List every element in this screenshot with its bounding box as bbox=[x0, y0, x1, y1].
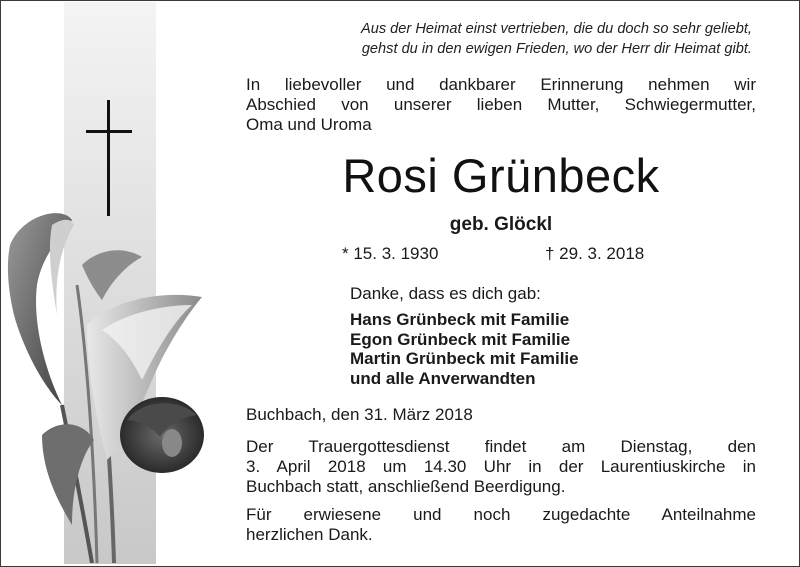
death-date: † 29. 3. 2018 bbox=[545, 244, 645, 263]
intro-line: In liebevoller und dankbarer Erinnerung nehmen wir bbox=[246, 75, 756, 94]
mourner-line: und alle Anverwandten bbox=[350, 368, 536, 388]
closing-line: herzlichen Dank. bbox=[246, 525, 373, 544]
birth-date: * 15. 3. 1930 bbox=[342, 244, 439, 263]
service-line: 3. April 2018 um 14.30 Uhr in der Laurentiuskirche in bbox=[246, 457, 756, 476]
intro-line: Abschied von unserer lieben Mutter, Schwiegermutter, bbox=[246, 95, 756, 114]
mourner-line: Egon Grünbeck mit Familie bbox=[350, 329, 571, 349]
place-date: Buchbach, den 31. März 2018 bbox=[246, 405, 473, 424]
epigraph-line: Aus der Heimat einst vertrieben, die du doch so sehr geliebt, bbox=[360, 21, 752, 37]
epigraph-line: gehst du in den ewigen Frieden, wo der Herr dir Heimat gibt. bbox=[361, 41, 752, 57]
mourner-line: Hans Grünbeck mit Familie bbox=[350, 310, 570, 329]
deceased-name: Rosi Grünbeck bbox=[342, 149, 660, 202]
thanks-intro: Danke, dass es dich gab: bbox=[350, 284, 541, 303]
service-line: Buchbach statt, anschließend Beerdigung. bbox=[246, 477, 566, 496]
calla-lily-illustration bbox=[2, 205, 217, 563]
intro-line: Oma und Uroma bbox=[246, 115, 372, 134]
mourner-line: Martin Grünbeck mit Familie bbox=[350, 349, 579, 368]
closing-text bbox=[246, 505, 756, 545]
epigraph bbox=[232, 19, 752, 59]
intro-text bbox=[246, 75, 756, 135]
mourners-list bbox=[350, 310, 579, 388]
service-info bbox=[246, 437, 756, 497]
service-line: Der Trauergottesdienst findet am Dienstag, den bbox=[246, 437, 756, 456]
maiden-name: geb. Glöckl bbox=[449, 214, 553, 235]
closing-line: Für erwiesene und noch zugedachte Anteilnahme bbox=[246, 505, 756, 524]
cross-icon bbox=[86, 100, 132, 216]
